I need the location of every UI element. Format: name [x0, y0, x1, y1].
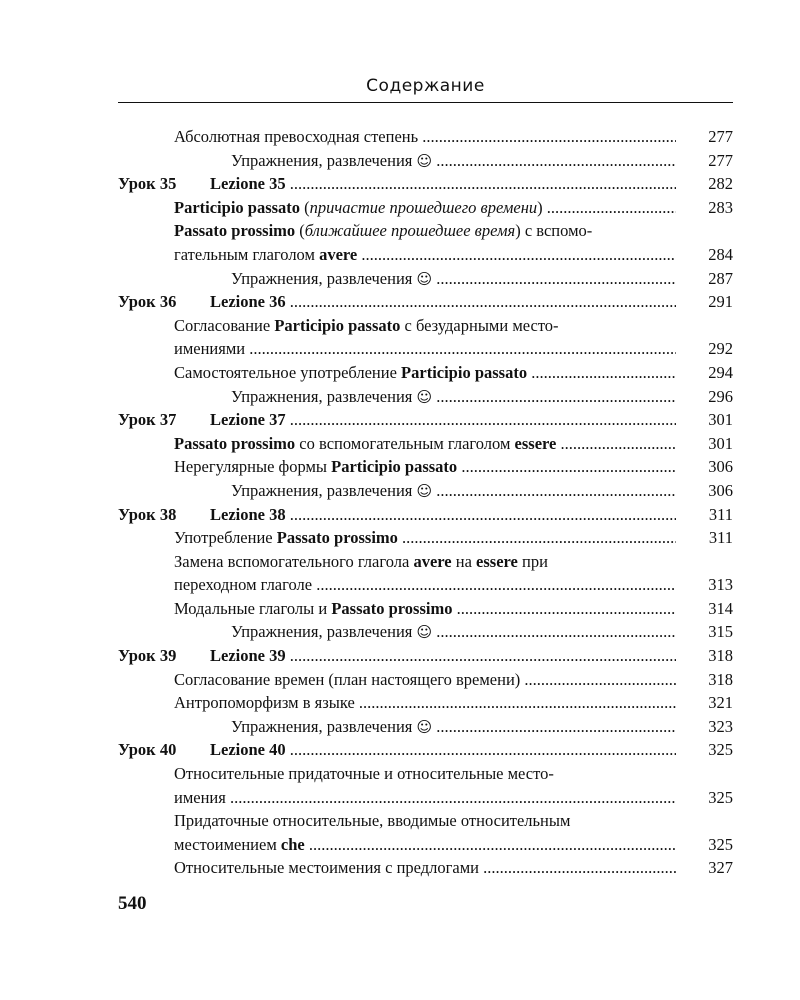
toc-entry — [118, 597, 733, 621]
toc-page-number: 294 — [708, 362, 733, 382]
toc-entry-title: Упражнения, развлечения ☺ ..... — [231, 479, 676, 504]
toc-page-number: 313 — [708, 575, 733, 595]
toc-entry-title: Упражнения, развлечения ☺ ..... — [231, 149, 676, 174]
toc-page-number: 277 — [708, 127, 733, 146]
toc-entry-title: Абсолютная превосходная степень ..... — [174, 125, 676, 149]
toc-entry — [118, 267, 733, 291]
toc-entry-title: Нерегулярные формы Participio passato ..... — [174, 455, 676, 479]
toc-entry-title: Согласование Participio passato с безударными место- — [174, 315, 559, 335]
toc-page-number: 323 — [708, 716, 733, 736]
toc-page-number: 315 — [708, 622, 733, 642]
toc-entry — [118, 479, 733, 503]
page-header-title: Содержание — [366, 76, 485, 96]
toc-entry-title: Упражнения, развлечения ☺ ..... — [231, 620, 676, 645]
toc-page-number: 283 — [708, 197, 733, 217]
toc-entry-title: гательным глаголом avere ..... — [174, 243, 676, 267]
toc-lesson-title: Урок 35 Lezione 35 ..... — [118, 172, 676, 196]
smiley-icon: ☺ — [416, 269, 433, 288]
toc-entry — [118, 196, 733, 220]
toc-entry — [118, 432, 733, 456]
toc-entry — [118, 668, 733, 692]
toc-page-number: 325 — [708, 740, 733, 760]
toc-lesson-title: Урок 39 Lezione 39 ..... — [118, 644, 676, 668]
toc-lesson-title: Урок 38 Lezione 38 ..... — [118, 503, 676, 527]
toc-page-number: 284 — [708, 244, 733, 264]
toc-entry — [118, 125, 733, 149]
page-number: 540 — [118, 893, 147, 914]
toc-entry — [118, 573, 733, 597]
toc-entry-title: Относительные придаточные и относительные место- — [174, 764, 554, 784]
toc-lesson-title: Урок 40 Lezione 40 ..... — [118, 738, 676, 762]
toc-entry — [118, 361, 733, 385]
toc-entry — [118, 526, 733, 550]
smiley-icon: ☺ — [416, 717, 433, 736]
toc-lesson-heading — [118, 172, 733, 196]
toc-page-number: 327 — [708, 858, 733, 878]
toc-page-number: 282 — [708, 174, 733, 194]
toc-lesson-heading — [118, 644, 733, 668]
toc-entry — [118, 550, 733, 574]
toc-page-number: 287 — [708, 268, 733, 288]
toc-page-number: 325 — [708, 787, 733, 807]
toc-entry-title: Упражнения, развлечения ☺ ..... — [231, 385, 676, 410]
smiley-icon: ☺ — [416, 623, 433, 642]
smiley-icon: ☺ — [416, 387, 433, 406]
toc-entry-title: Согласование времен (план настоящего времени) ..... — [174, 668, 676, 692]
toc-page-number: 311 — [708, 504, 733, 524]
toc-entry — [118, 856, 733, 880]
toc-entry — [118, 455, 733, 479]
toc-lesson-heading — [118, 503, 733, 527]
toc-entry-title: Замена вспомогательного глагола avere на essere при — [174, 551, 548, 571]
toc-entry-title: Participio passato (причастие прошедшего времени) ..... — [174, 196, 676, 220]
toc-entry — [118, 809, 733, 833]
toc-lesson-title: Урок 37 Lezione 37 ..... — [118, 408, 676, 432]
toc-page-number: 296 — [708, 386, 733, 406]
toc-entry-title: Относительные местоимения с предлогами ..... — [174, 856, 676, 880]
toc-page-number: 311 — [708, 528, 733, 548]
toc-entry — [118, 385, 733, 409]
toc-page-number: 318 — [708, 646, 733, 666]
toc-lesson-heading — [118, 738, 733, 762]
toc-page-number: 306 — [708, 457, 733, 477]
toc-entry-title: Упражнения, развлечения ☺ ..... — [231, 267, 676, 292]
toc-entry-title: имения ..... — [174, 786, 676, 810]
toc-entry — [118, 786, 733, 810]
toc-entry — [118, 314, 733, 338]
toc-page-number: 301 — [708, 410, 733, 430]
toc-entry-title: Упражнения, развлечения ☺ ..... — [231, 715, 676, 740]
toc-entry-title: переходном глаголе ..... — [174, 573, 676, 597]
toc-entry — [118, 149, 733, 173]
toc-entry — [118, 715, 733, 739]
toc-page-number: 277 — [708, 150, 733, 170]
toc-entry-title: местоимением che ..... — [174, 833, 676, 857]
toc-entry-title: Модальные глаголы и Passato prossimo ..... — [174, 597, 676, 621]
toc-lesson-title: Урок 36 Lezione 36 ..... — [118, 290, 676, 314]
toc-entry — [118, 833, 733, 857]
toc-entry-title: Passato prossimo со вспомогательным глаголом essere ..... — [174, 432, 676, 456]
toc-entry — [118, 243, 733, 267]
toc-entry-title: Придаточные относительные, вводимые относительным — [174, 811, 571, 831]
toc-entry-title: имениями ..... — [174, 337, 676, 361]
toc-entry-title: Употребление Passato prossimo ..... — [174, 526, 676, 550]
smiley-icon: ☺ — [416, 481, 433, 500]
toc-entry — [118, 691, 733, 715]
smiley-icon: ☺ — [416, 151, 433, 170]
toc-page-number: 314 — [708, 598, 733, 618]
toc-entry-title: Самостоятельное употребление Participio passato ..... — [174, 361, 676, 385]
toc-page-number: 291 — [708, 292, 733, 312]
toc-page-number: 301 — [708, 433, 733, 453]
toc-lesson-heading — [118, 290, 733, 314]
toc-entry — [118, 620, 733, 644]
toc-entry — [118, 337, 733, 361]
toc-entry — [118, 219, 733, 243]
toc-page-number: 325 — [708, 834, 733, 854]
toc-page-number: 321 — [708, 693, 733, 713]
header-rule — [118, 102, 733, 103]
toc-page-number: 318 — [708, 669, 733, 689]
toc-entry — [118, 762, 733, 786]
toc-entry-title: Антропоморфизм в языке ..... — [174, 691, 676, 715]
toc-entry-title: Passato prossimo (ближайшее прошедшее время) с вспомо- — [174, 221, 593, 241]
toc-page-number: 292 — [708, 339, 733, 359]
toc-page-number: 306 — [708, 480, 733, 500]
table-of-contents — [118, 125, 733, 880]
toc-lesson-heading — [118, 408, 733, 432]
